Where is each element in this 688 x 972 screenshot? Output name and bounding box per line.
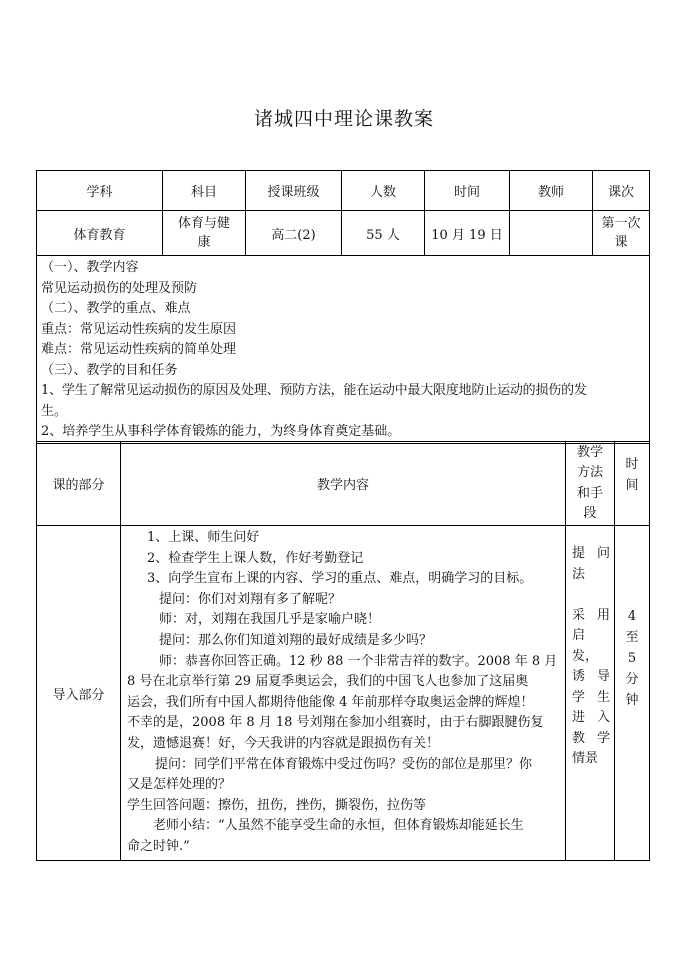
lesson-objectives [37, 256, 650, 444]
section-part-header: 课的部分 [37, 442, 121, 526]
header-subject: 学科 [37, 171, 163, 211]
content-line: 老师小结：“人虽然不能享受生命的永恒，但体育锻炼却能延长生 [153, 818, 524, 834]
info-line: 难点：常见运动性疾病的简单处理 [41, 342, 237, 357]
page-title: 诸城四中理论课教案 [253, 108, 434, 130]
intro-part-label: 导入部分 [37, 526, 121, 861]
header-session: 课次 [593, 171, 650, 211]
intro-content [121, 526, 566, 861]
section-content-header: 教学内容 [121, 442, 566, 526]
method-line: 采 用 [572, 607, 610, 623]
header-teacher: 教师 [510, 171, 593, 211]
content-line: 2、检查学生上课人数，作好考勤登记 [147, 550, 364, 566]
content-line: 学生回答问题：擦伤，扭伤，挫伤，撕裂伤，拉伤等 [127, 797, 427, 813]
method-line: 学 生 [572, 689, 610, 705]
content-line: 不幸的是，2008 年 8 月 18 号刘翔在参加小组赛时，由于右脚跟腱伤复 [127, 715, 544, 731]
value-course-line2: 康 [197, 235, 211, 250]
value-date: 10 月 19 日 [425, 211, 510, 256]
value-session-line2: 课 [614, 235, 628, 250]
content-line: 提问：那么你们知道刘翔的最好成绩是多少吗？ [159, 632, 433, 648]
info-line: 重点：常见运动性疾病的发生原因 [41, 321, 237, 337]
value-count: 55 人 [342, 211, 425, 256]
section-time-header [615, 442, 650, 526]
method-line: 法 [572, 566, 586, 582]
method-line: 进 入 [572, 710, 610, 725]
content-line: 3、向学生宣布上课的内容、学习的重点、难点，明确学习的目标。 [147, 571, 533, 587]
content-line: 1、上课、师生问好 [147, 530, 260, 545]
header-course: 科目 [163, 171, 246, 211]
method-header-line: 段 [583, 506, 597, 521]
method-line: 诱 导 [572, 669, 610, 684]
info-line: 1、学生了解常见运动损伤的原因及处理、预防方法，能在运动中最大限度地防止运动的损伤的发 [41, 383, 587, 398]
time-line: 5 [627, 651, 637, 666]
method-line [572, 585, 610, 606]
method-header-line: 方法 [576, 465, 603, 480]
info-line: （三）、教学的目和任务 [41, 362, 178, 378]
content-line: 提问：你们对刘翔有多了解呢？ [159, 591, 342, 607]
value-class: 高二(2) [246, 211, 342, 256]
time-line: 4 [627, 609, 637, 624]
time-line: 钟 [625, 693, 639, 708]
value-teacher [510, 211, 593, 256]
value-session [593, 211, 650, 256]
content-line: 又是怎样处理的？ [127, 777, 232, 793]
section-method-header [566, 442, 615, 526]
info-line: 2、培养学生从事科学体育锻炼的能力，为终身体育奠定基础。 [41, 424, 401, 439]
method-line: 启发， [572, 628, 599, 664]
value-session-line1: 第一次 [601, 216, 641, 231]
method-line: 提 问 [572, 546, 610, 561]
time-line: 分 [625, 672, 639, 687]
info-line: 常见运动损伤的处理及预防 [41, 280, 198, 296]
time-line: 至 [625, 630, 639, 645]
content-line: 师：对，刘翔在我国几乎是家喻户晓！ [159, 612, 381, 628]
content-line: 命之时钟.” [127, 838, 190, 854]
value-subject: 体育教育 [37, 211, 163, 256]
header-class: 授课班级 [246, 171, 342, 211]
content-line: 8 号在北京举行第 29 届夏季奥运会，我们的中国飞人也参加了这届奥 [127, 674, 529, 690]
value-course-line1: 体育与健 [177, 216, 230, 231]
time-header-line: 间 [625, 478, 639, 493]
value-course [163, 211, 246, 256]
content-line: 发，遗憾退赛！好，今天我讲的内容就是跟损伤有关！ [127, 735, 440, 751]
header-count: 人数 [342, 171, 425, 211]
method-line: 情景 [572, 751, 599, 766]
content-line: 提问：同学们平常在体育锻炼中受过伤吗？受伤的部位是那里？你 [155, 756, 533, 772]
intro-time [615, 526, 650, 861]
intro-method [566, 526, 615, 861]
info-line: 生。 [41, 403, 68, 419]
lesson-info-table [36, 170, 650, 444]
info-line: （一）、教学内容 [41, 260, 139, 275]
info-line: （二）、教学的重点、难点 [41, 301, 191, 316]
method-header-line: 和手 [576, 485, 603, 501]
header-time: 时间 [425, 171, 510, 211]
content-line: 师：恭喜你回答正确。12 秒 88 一个非常吉祥的数字。2008 年 8 月 [159, 653, 558, 669]
method-header-line: 教学 [576, 444, 603, 460]
content-line: 运会，我们所有中国人都期待他能像 4 年前那样夺取奥运金牌的辉煌！ [127, 694, 534, 710]
time-header-line: 时 [625, 457, 639, 472]
method-line: 教 学 [572, 730, 610, 746]
teaching-process-table [36, 441, 650, 861]
